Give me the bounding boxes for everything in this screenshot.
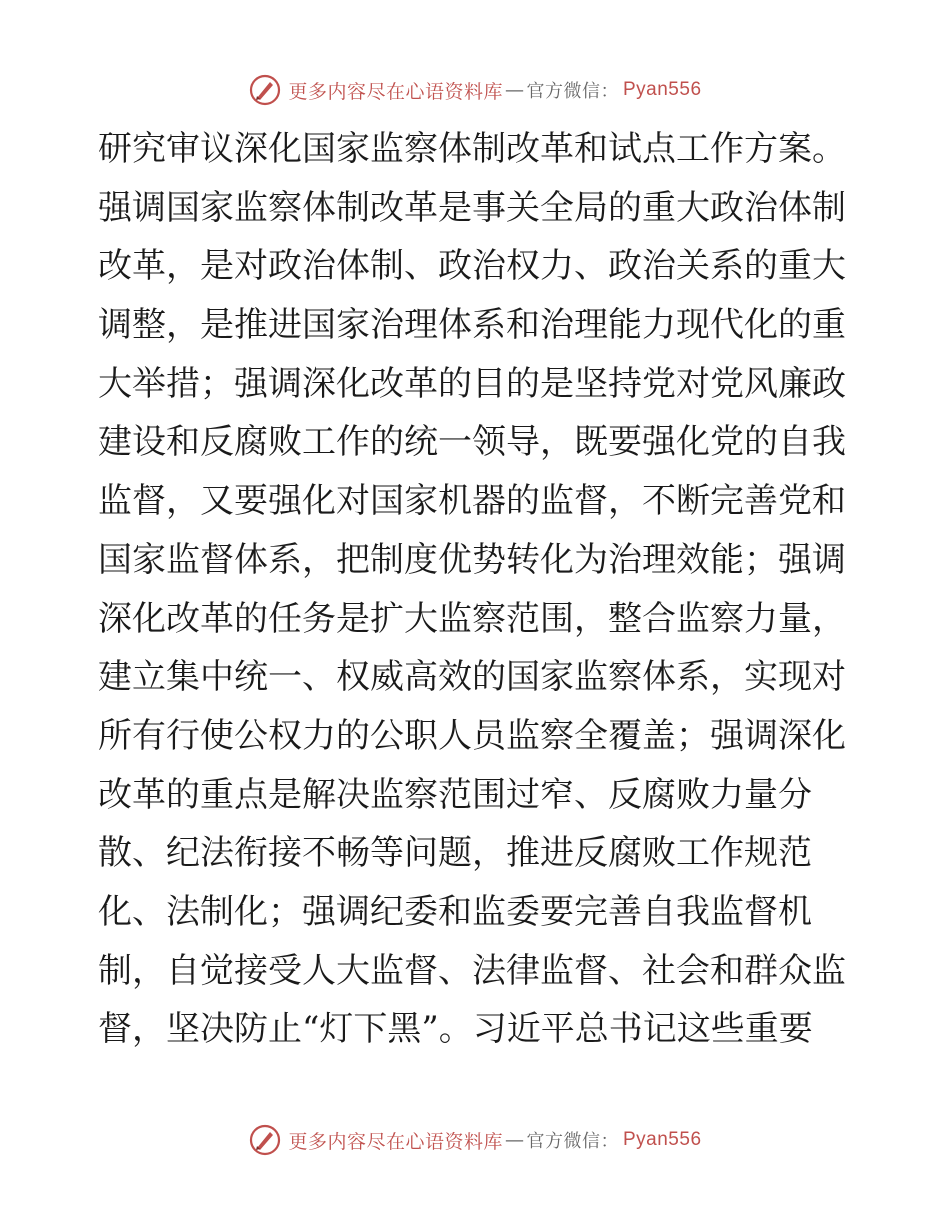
text-line: 化、法制化；强调纪委和监委要完善自我监督机 <box>98 891 812 932</box>
text-line: 研究审议深化国家监察体制改革和试点工作方案。 <box>98 129 846 169</box>
quill-logo-icon <box>248 1123 282 1157</box>
text-line: 督，坚决防止“灯下黑”。习近平总书记这些重要 <box>98 1009 813 1050</box>
text-line: 国家监督体系，把制度优势转化为治理效能；强调 <box>98 539 846 580</box>
text-line: 制，自觉接受人大监督、法律监督、社会和群众监 <box>98 950 846 991</box>
body-text <box>98 120 858 1059</box>
text-line: 改革的重点是解决监察范围过窄、反腐败力量分 <box>98 774 812 815</box>
header-banner <box>0 70 950 110</box>
banner-separator: — <box>505 79 525 101</box>
footer-banner <box>0 1120 950 1160</box>
banner-separator: — <box>505 1129 525 1151</box>
quill-logo-icon <box>248 73 282 107</box>
wechat-id: Pyan556 <box>623 1129 702 1150</box>
banner-text: 更多内容尽在心语资料库 <box>288 1130 503 1153</box>
wechat-id: Pyan556 <box>623 79 702 100</box>
text-line: 改革，是对政治体制、政治权力、政治关系的重大 <box>98 246 846 287</box>
text-line: 深化改革的任务是扩大监察范围，整合监察力量， <box>98 598 846 639</box>
text-line: 所有行使公权力的公职人员监察全覆盖；强调深化 <box>98 715 846 756</box>
wechat-label: 官方微信： <box>526 1131 619 1152</box>
text-line: 强调国家监察体制改革是事关全局的重大政治体制 <box>98 187 846 228</box>
text-line: 大举措；强调深化改革的目的是坚持党对党风廉政 <box>98 363 846 404</box>
text-line: 散、纪法衔接不畅等问题，推进反腐败工作规范 <box>98 833 812 874</box>
text-line: 建设和反腐败工作的统一领导，既要强化党的自我 <box>98 422 846 463</box>
text-line: 建立集中统一、权威高效的国家监察体系，实现对 <box>98 657 846 698</box>
banner-text: 更多内容尽在心语资料库 <box>288 80 503 103</box>
text-line: 调整，是推进国家治理体系和治理能力现代化的重 <box>98 305 846 346</box>
text-line: 监督，又要强化对国家机器的监督，不断完善党和 <box>98 481 846 522</box>
wechat-label: 官方微信： <box>526 81 619 102</box>
